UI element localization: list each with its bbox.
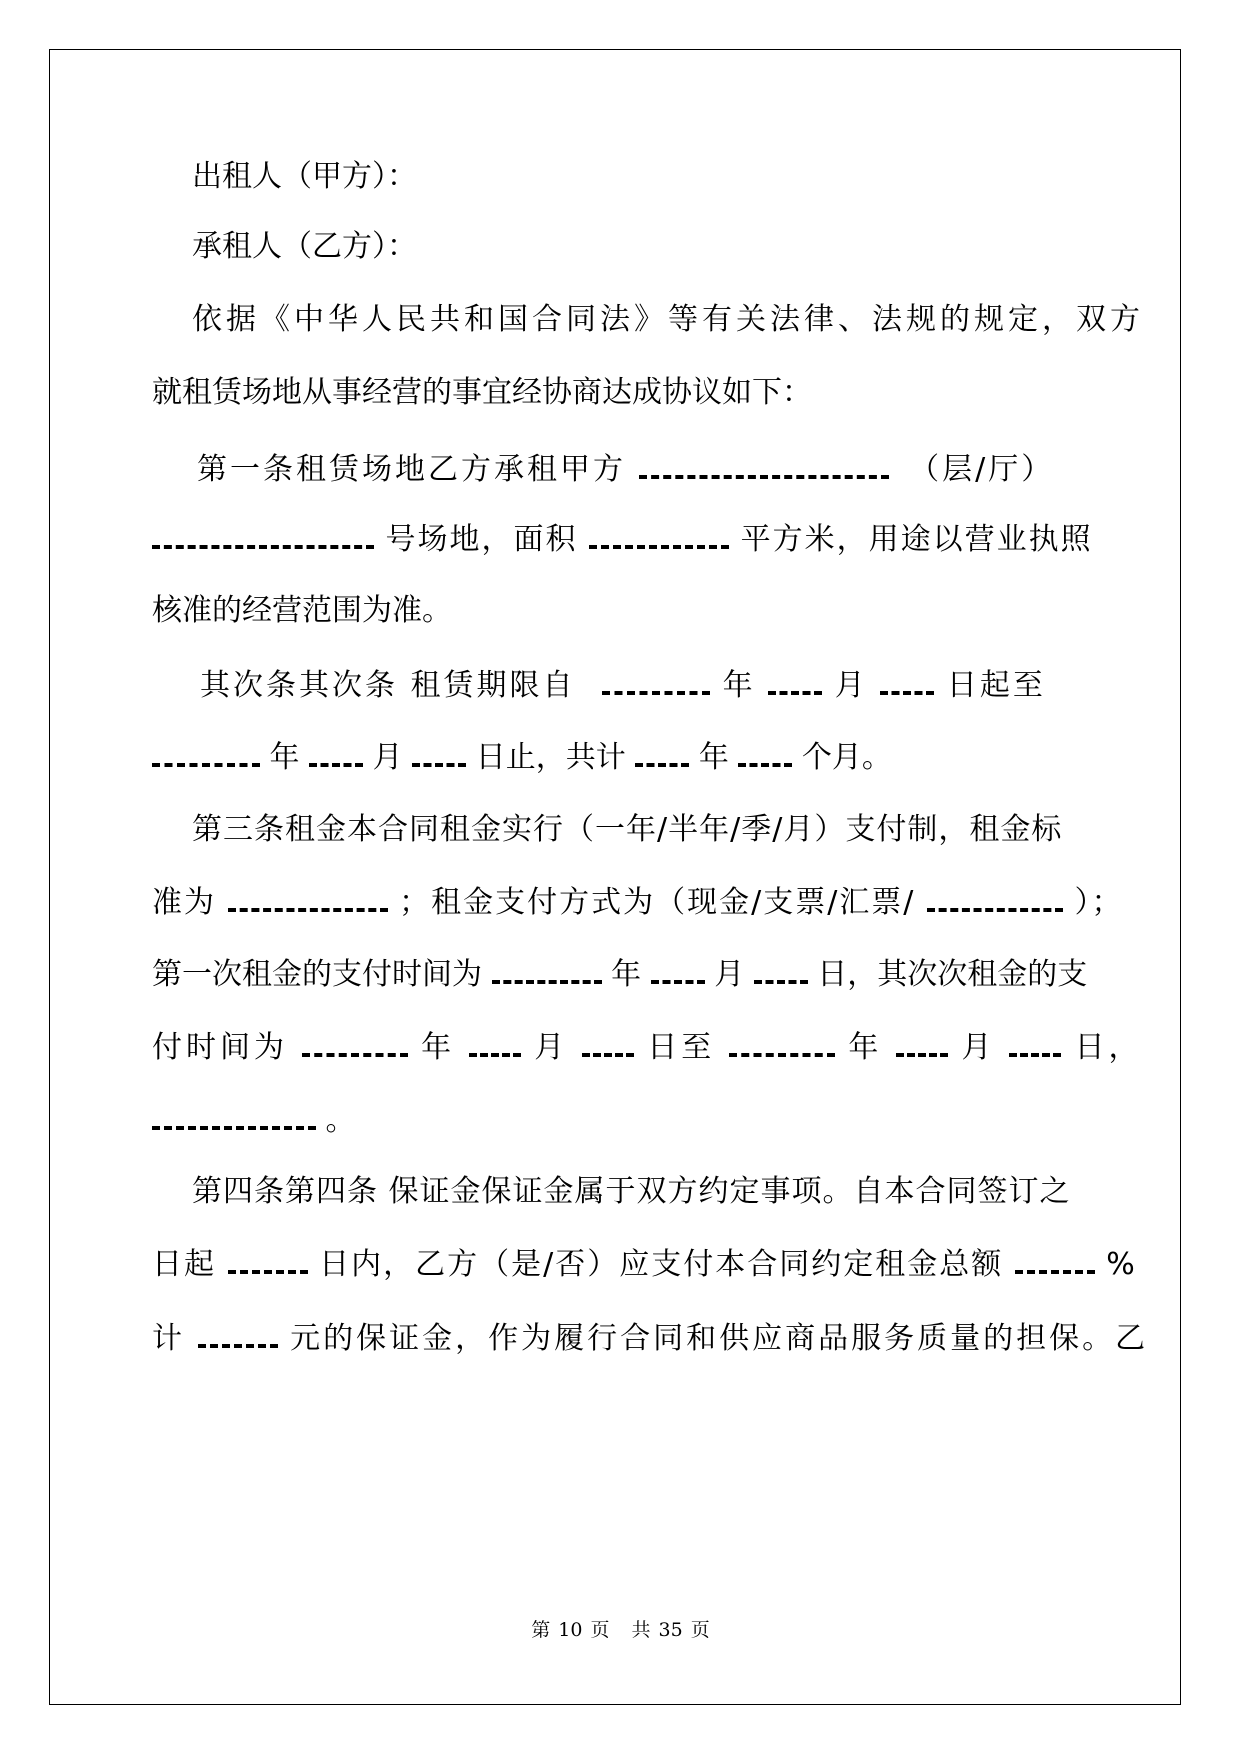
page-indicator: [527, 1619, 613, 1641]
start-year-blank: [602, 665, 710, 695]
deposit-amount-blank: [198, 1318, 278, 1348]
article-3-line-2: [152, 882, 1124, 923]
article-3-text-b: 准为: [152, 885, 216, 920]
page-border: [49, 49, 1181, 1705]
article-3-text-e: 第一次租金的支付时间为: [152, 957, 482, 992]
article-4-text-b: 日起: [152, 1247, 216, 1282]
article-2-text-g: 月: [372, 740, 403, 775]
page-footer: [0, 1615, 1241, 1642]
first-pay-year-blank: [492, 954, 602, 984]
intro-text-1: 依据《中华人民共和国合同法》等有关法律、法规的规定，双方: [192, 302, 1144, 337]
rent-standard-blank: [228, 882, 388, 912]
article-3-line-3: [152, 954, 1087, 995]
article-4-text-e: 计: [152, 1321, 185, 1356]
article-4-text-a: 第四条第四条 保证金保证金属于双方约定事项。自本合同签订之: [192, 1174, 1071, 1209]
article-3-text-d: ）；: [1074, 885, 1124, 920]
page-prefix: 第: [531, 1619, 551, 1641]
article-1-line-2: [152, 519, 1093, 560]
lessor-label: 出租人（甲方）：: [192, 159, 417, 194]
article-2-text-a: 其次条其次条 租赁期限自: [200, 668, 576, 703]
end-month-blank: [309, 737, 363, 767]
article-2-text-j: 个月。: [801, 740, 892, 775]
next-pay-start-month-blank: [469, 1027, 521, 1057]
article-2-text-c: 月: [834, 668, 868, 703]
deposit-days-blank: [228, 1244, 308, 1274]
total-years-blank: [635, 737, 689, 767]
article-1-text-b: （层/厅）: [909, 452, 1055, 487]
article-4-text-d: %: [1106, 1247, 1137, 1282]
payment-extra-blank: [152, 1100, 316, 1130]
lessee-line: [192, 227, 417, 267]
article-3-line-1: [192, 810, 1062, 850]
article-3-text-o: 日，: [1074, 1030, 1143, 1065]
article-1-text-d: 号场地，面积: [385, 522, 578, 557]
area-blank: [589, 519, 729, 549]
article-1-line-3: [152, 591, 452, 631]
intro-text-2: 就租赁场地从事经营的事宜经协商达成协议如下：: [152, 375, 812, 410]
page-suffix: 页: [590, 1619, 610, 1641]
article-1-text-a: 第一条租赁场地乙方承租甲方: [197, 452, 626, 487]
article-3-text-c: ；租金支付方式为（现金/支票/汇票/: [399, 885, 916, 920]
end-year-blank: [152, 737, 260, 767]
article-3-text-l: 日至: [647, 1030, 716, 1065]
article-4-text-f: 元的保证金，作为履行合同和供应商品服务质量的担保。乙: [290, 1321, 1149, 1356]
article-3-text-k: 月: [534, 1030, 569, 1065]
start-month-blank: [768, 665, 822, 695]
article-3-line-4: [152, 1027, 1143, 1068]
next-pay-end-month-blank: [896, 1027, 948, 1057]
total-indicator: [628, 1619, 714, 1641]
next-pay-end-year-blank: [729, 1027, 835, 1057]
start-day-blank: [880, 665, 934, 695]
site-number-blank: [152, 519, 374, 549]
end-day-blank: [412, 737, 466, 767]
intro-line-1: [192, 300, 1144, 340]
article-2-line-1: [200, 665, 1046, 706]
first-pay-day-blank: [754, 954, 808, 984]
article-1-text-e: 平方米，用途以营业执照: [740, 522, 1093, 557]
article-3-text-m: 年: [848, 1030, 883, 1065]
article-2-line-2: [152, 737, 892, 778]
page-number: 10: [558, 1619, 583, 1641]
total-suffix: 页: [690, 1619, 710, 1641]
article-3-text-f: 年: [611, 957, 642, 992]
payment-method-blank: [927, 882, 1063, 912]
article-2-text-d: 日起至: [946, 668, 1046, 703]
article-1-text-f: 核准的经营范围为准。: [152, 593, 452, 628]
deposit-percent-blank: [1015, 1244, 1095, 1274]
article-1-line-1: [197, 449, 1054, 490]
article-3-text-j: 年: [421, 1030, 456, 1065]
article-3-text-g: 月: [714, 957, 745, 992]
first-pay-month-blank: [651, 954, 705, 984]
article-3-text-n: 月: [961, 1030, 996, 1065]
lessor-line: [192, 157, 417, 197]
article-4-line-3: [152, 1318, 1148, 1359]
article-4-text-c: 日内，乙方（是/否）应支付本合同约定租金总额: [319, 1247, 1004, 1282]
article-2-text-b: 年: [722, 668, 756, 703]
next-pay-start-year-blank: [302, 1027, 408, 1057]
total-pages: 35: [658, 1619, 683, 1641]
article-3-text-a: 第三条租金本合同租金实行（一年/半年/季/月）支付制，租金标: [192, 812, 1063, 847]
total-months-blank: [738, 737, 792, 767]
next-pay-end-day-blank: [1009, 1027, 1061, 1057]
article-2-text-h: 日止，共计: [475, 740, 626, 775]
article-2-text-i: 年: [698, 740, 729, 775]
article-3-line-5: [152, 1100, 356, 1141]
article-4-line-2: [152, 1244, 1137, 1285]
article-2-text-f: 年: [269, 740, 300, 775]
article-3-text-q: 。: [325, 1103, 356, 1138]
article-3-text-h: 日，其次次租金的支: [817, 957, 1088, 992]
floor-blank: [639, 449, 889, 479]
lessee-label: 承租人（乙方）：: [192, 229, 417, 264]
next-pay-start-day-blank: [582, 1027, 634, 1057]
article-4-line-1: [192, 1172, 1071, 1212]
intro-line-2: [152, 373, 812, 413]
article-3-text-i: 付时间为: [152, 1030, 288, 1065]
total-prefix: 共: [631, 1619, 651, 1641]
